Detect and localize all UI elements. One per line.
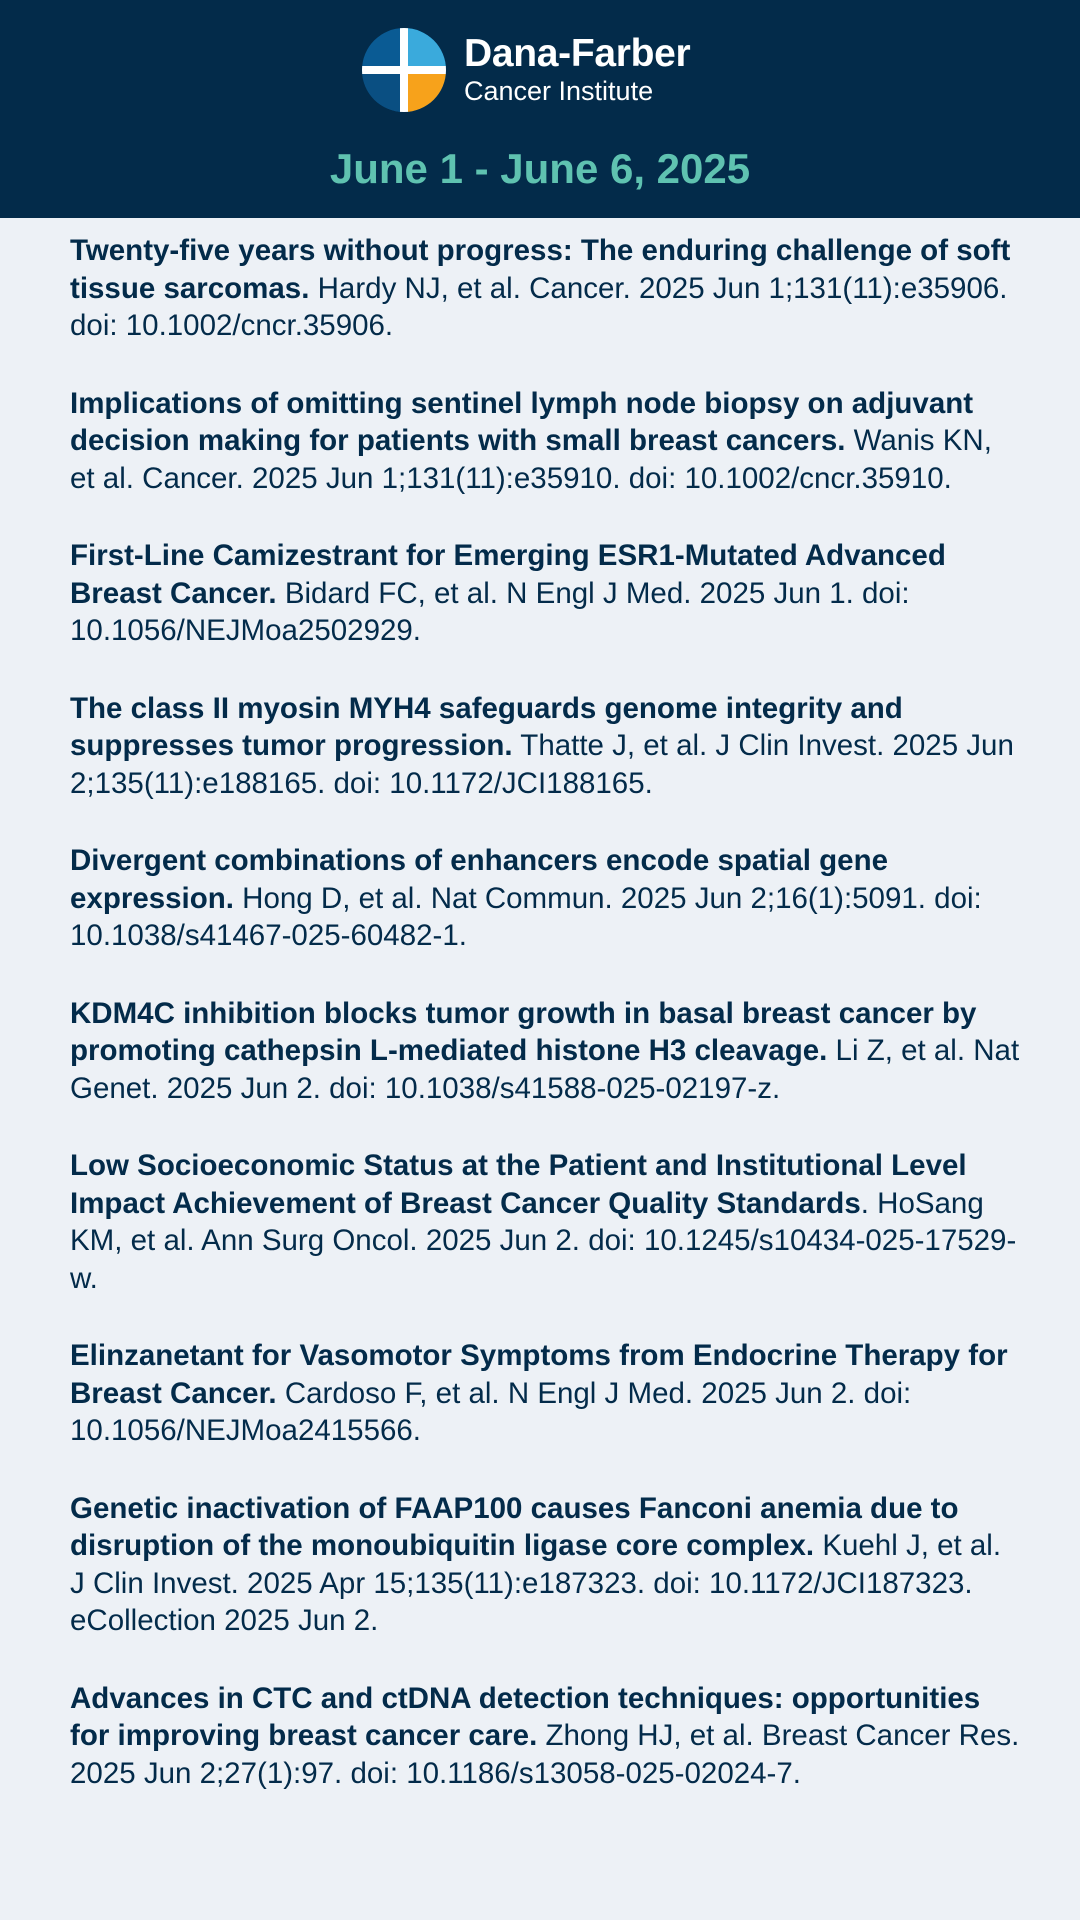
article-title: Low Socioeconomic Status at the Patient and Institutional Level Impact Achievement of Breast Cancer Quality Standards — [70, 1149, 967, 1220]
dana-farber-logo-icon — [362, 28, 446, 112]
article-list — [70, 232, 1020, 1832]
article-citation: Thatte J, et al. J Clin Invest. 2025 Jun 2;135(11):e188165. doi: 10.1172/JCI188165. — [70, 729, 1014, 800]
article-title: First-Line Camizestrant for Emerging ESR1-Mutated Advanced Breast Cancer. — [70, 539, 946, 610]
logo-text — [464, 33, 690, 107]
logo-subtitle: Cancer Institute — [464, 76, 654, 106]
article-citation: Hong D, et al. Nat Commun. 2025 Jun 2;16(1):5091. doi: 10.1038/s41467-025-60482-1. — [70, 881, 982, 952]
article-title: KDM4C inhibition blocks tumor growth in basal breast cancer by promoting cathepsin L-mediated histone H3 cleavage. — [70, 996, 977, 1067]
article-item — [70, 385, 1020, 498]
article-title: Genetic inactivation of FAAP100 causes Fanconi anemia due to disruption of the monoubiquitin ligase core complex. — [70, 1491, 959, 1562]
article-title: Twenty-five years without progress: The enduring challenge of soft tissue sarcomas. — [70, 234, 1011, 305]
article-item — [70, 537, 1020, 650]
logo — [362, 28, 690, 112]
article-item — [70, 1337, 1020, 1450]
article-title: Divergent combinations of enhancers encode spatial gene expression. — [70, 844, 889, 915]
article-citation: . HoSang KM, et al. Ann Surg Oncol. 2025 Jun 2. doi: 10.1245/s10434-025-17529-w. — [70, 1186, 1017, 1295]
logo-name: Dana-Farber — [464, 32, 691, 75]
date-range-heading: June 1 - June 6, 2025 — [329, 145, 751, 192]
article-item — [70, 1490, 1020, 1640]
article-citation: Bidard FC, et al. N Engl J Med. 2025 Jun 1. doi: 10.1056/NEJMoa2502929. — [70, 576, 910, 647]
article-title: The class II myosin MYH4 safeguards genome integrity and suppresses tumor progression. — [70, 691, 903, 762]
article-title: Elinzanetant for Vasomotor Symptoms from Endocrine Therapy for Breast Cancer. — [70, 1339, 1008, 1410]
article-item — [70, 842, 1020, 955]
article-title: Implications of omitting sentinel lymph node biopsy on adjuvant decision making for patients with small breast cancers. — [70, 386, 974, 457]
article-citation: Wanis KN, et al. Cancer. 2025 Jun 1;131(11):e35910. doi: 10.1002/cncr.35910. — [70, 424, 992, 495]
article-citation: Zhong HJ, et al. Breast Cancer Res. 2025 Jun 2;27(1):97. doi: 10.1186/s13058-025-02024-7. — [70, 1719, 1020, 1790]
article-citation: Cardoso F, et al. N Engl J Med. 2025 Jun 2. doi: 10.1056/NEJMoa2415566. — [70, 1376, 912, 1447]
article-citation: Kuehl J, et al. J Clin Invest. 2025 Apr 15;135(11):e187323. doi: 10.1172/JCI187323. eCollection 2025 Jun 2. — [70, 1529, 1002, 1637]
article-item — [70, 690, 1020, 803]
header — [0, 0, 1080, 218]
article-item — [70, 1680, 1020, 1793]
article-item — [70, 1147, 1020, 1297]
article-citation: Li Z, et al. Nat Genet. 2025 Jun 2. doi: 10.1038/s41588-025-02197-z. — [70, 1034, 1020, 1105]
article-title: Advances in CTC and ctDNA detection techniques: opportunities for improving breast cancer care. — [70, 1681, 981, 1752]
article-item — [70, 995, 1020, 1108]
article-citation: Hardy NJ, et al. Cancer. 2025 Jun 1;131(11):e35906. doi: 10.1002/cncr.35906. — [70, 271, 1008, 342]
article-item — [70, 232, 1020, 345]
